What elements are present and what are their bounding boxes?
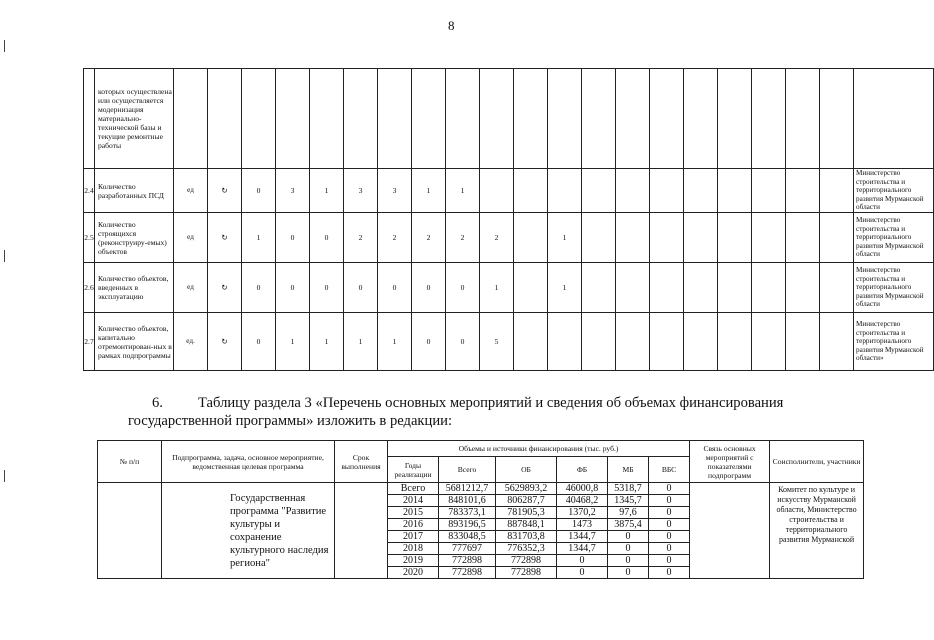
row-vbs: 0	[649, 555, 690, 567]
value-cell	[786, 169, 820, 213]
row-executor	[854, 69, 934, 169]
value-cell: 1	[378, 313, 412, 371]
value-cell: 1	[242, 213, 276, 263]
row-fb: 1473	[557, 519, 608, 531]
page-number: 8	[448, 18, 455, 33]
value-cell: 3	[378, 169, 412, 213]
row-num	[98, 483, 162, 579]
row-ob: 5629893,2	[496, 483, 557, 495]
value-cell: 2	[344, 213, 378, 263]
row-fb: 0	[557, 555, 608, 567]
value-cell	[650, 69, 684, 169]
table-row	[98, 483, 864, 495]
header-ob: ОБ	[496, 457, 557, 483]
row-vbs: 0	[649, 567, 690, 579]
value-cell: 0	[344, 263, 378, 313]
row-total: 783373,1	[439, 507, 496, 519]
row-vbs: 0	[649, 531, 690, 543]
amendment-paragraph	[128, 394, 828, 430]
margin-mark	[4, 250, 5, 262]
margin-mark	[4, 40, 5, 52]
table-row	[84, 169, 934, 213]
value-cell	[616, 263, 650, 313]
value-cell	[514, 69, 548, 169]
value-cell	[378, 69, 412, 169]
row-vbs: 0	[649, 543, 690, 555]
row-ob: 781905,3	[496, 507, 557, 519]
row-vbs: 0	[649, 519, 690, 531]
value-cell	[208, 69, 242, 169]
value-cell	[514, 169, 548, 213]
row-year: 2018	[388, 543, 439, 555]
value-cell	[446, 69, 480, 169]
value-cell	[412, 69, 446, 169]
value-cell	[650, 263, 684, 313]
value-cell: 0	[276, 213, 310, 263]
value-cell: 1	[412, 169, 446, 213]
value-cell: 3	[276, 169, 310, 213]
value-cell	[718, 169, 752, 213]
table-row	[84, 313, 934, 371]
value-cell: 0	[242, 313, 276, 371]
row-vbs: 0	[649, 495, 690, 507]
value-cell: 1	[310, 169, 344, 213]
row-vbs: 0	[649, 483, 690, 495]
row-total: 772898	[439, 555, 496, 567]
value-cell	[582, 313, 616, 371]
row-ob: 887848,1	[496, 519, 557, 531]
program-name: Государственная программа "Развитие культуры и сохранение культурного наследия региона"	[162, 483, 335, 579]
value-cell	[684, 213, 718, 263]
value-cell	[344, 69, 378, 169]
row-year: 2020	[388, 567, 439, 579]
row-fb: 0	[557, 567, 608, 579]
value-cell: 1	[446, 169, 480, 213]
value-cell	[820, 263, 854, 313]
row-link	[690, 483, 770, 579]
row-name: которых осуществлена или осуществляется модернизация материально-технической базы и текущие ремонтные работы	[95, 69, 174, 169]
value-cell	[684, 69, 718, 169]
value-cell	[514, 213, 548, 263]
row-total: 893196,5	[439, 519, 496, 531]
header-years: Годы реализации	[388, 457, 439, 483]
value-cell: 0	[446, 313, 480, 371]
value-cell	[820, 313, 854, 371]
row-total: 5681212,7	[439, 483, 496, 495]
margin-mark	[4, 470, 5, 482]
row-year: 2019	[388, 555, 439, 567]
row-ob: 776352,3	[496, 543, 557, 555]
row-fb: 1370,2	[557, 507, 608, 519]
value-cell	[582, 263, 616, 313]
header-fb: ФБ	[557, 457, 608, 483]
value-cell	[684, 263, 718, 313]
row-name: Количество строящихся (реконструиру-емых) объектов	[95, 213, 174, 263]
row-mb: 97,6	[608, 507, 649, 519]
header-coexec: Соисполнители, участники	[770, 441, 864, 483]
row-fb: 1344,7	[557, 531, 608, 543]
value-cell	[752, 263, 786, 313]
row-total: 833048,5	[439, 531, 496, 543]
row-unit: ед.	[174, 313, 208, 371]
row-unit: ед	[174, 169, 208, 213]
value-cell	[786, 69, 820, 169]
value-cell	[582, 169, 616, 213]
value-cell	[548, 313, 582, 371]
value-cell	[616, 213, 650, 263]
value-cell: 1	[344, 313, 378, 371]
row-sign: ↻	[208, 263, 242, 313]
row-mb: 3875,4	[608, 519, 649, 531]
value-cell: 1	[480, 263, 514, 313]
row-fb: 40468,2	[557, 495, 608, 507]
value-cell	[650, 169, 684, 213]
value-cell: 1	[548, 263, 582, 313]
value-cell	[718, 69, 752, 169]
row-ob: 806287,7	[496, 495, 557, 507]
value-cell: 2	[446, 213, 480, 263]
value-cell	[684, 169, 718, 213]
header-mb: МБ	[608, 457, 649, 483]
value-cell: 0	[378, 263, 412, 313]
row-mb: 0	[608, 555, 649, 567]
value-cell	[650, 213, 684, 263]
value-cell	[684, 313, 718, 371]
row-executor: Министерство строительства и территориального развития Мурманской области	[854, 213, 934, 263]
row-year: 2015	[388, 507, 439, 519]
row-name: Количество объектов, введенных в эксплуатацию	[95, 263, 174, 313]
row-sign: ↻	[208, 313, 242, 371]
value-cell: 1	[276, 313, 310, 371]
value-cell: 0	[446, 263, 480, 313]
value-cell: 3	[344, 169, 378, 213]
value-cell	[752, 213, 786, 263]
row-unit: ед	[174, 263, 208, 313]
value-cell: 0	[412, 263, 446, 313]
table-row	[84, 213, 934, 263]
value-cell	[242, 69, 276, 169]
row-year: 2014	[388, 495, 439, 507]
value-cell	[616, 169, 650, 213]
table-row	[84, 69, 934, 169]
header-num: № п/п	[98, 441, 162, 483]
value-cell	[752, 69, 786, 169]
row-fb: 46000,8	[557, 483, 608, 495]
row-ob: 831703,8	[496, 531, 557, 543]
row-total: 777697	[439, 543, 496, 555]
value-cell: 0	[242, 263, 276, 313]
row-num: 2.7	[84, 313, 95, 371]
value-cell	[752, 313, 786, 371]
value-cell	[820, 213, 854, 263]
row-year: Всего	[388, 483, 439, 495]
indicators-table	[83, 68, 934, 371]
value-cell	[276, 69, 310, 169]
value-cell	[514, 263, 548, 313]
value-cell	[820, 169, 854, 213]
value-cell	[718, 313, 752, 371]
value-cell	[310, 69, 344, 169]
row-num: 2.4	[84, 169, 95, 213]
row-total: 772898	[439, 567, 496, 579]
paragraph-text: Таблицу раздела 3 «Перечень основных мероприятий и сведения об объемах финансирования государственной программы» изложить в редакции:	[128, 395, 784, 429]
value-cell	[174, 69, 208, 169]
row-mb: 0	[608, 543, 649, 555]
row-year: 2016	[388, 519, 439, 531]
value-cell	[650, 313, 684, 371]
value-cell	[752, 169, 786, 213]
header-total: Всего	[439, 457, 496, 483]
value-cell: 0	[242, 169, 276, 213]
value-cell: 0	[276, 263, 310, 313]
paragraph-number: 6.	[152, 395, 163, 411]
row-executor: Министерство строительства и территориального развития Мурманской области»	[854, 313, 934, 371]
row-vbs: 0	[649, 507, 690, 519]
row-year: 2017	[388, 531, 439, 543]
value-cell	[786, 263, 820, 313]
row-ob: 772898	[496, 567, 557, 579]
row-mb: 0	[608, 531, 649, 543]
row-num: 2.5	[84, 213, 95, 263]
value-cell	[548, 169, 582, 213]
row-coexecutors: Комитет по культуре и искусству Мурманской области, Министерство строительства и территориального развития Мурманской	[770, 483, 864, 579]
value-cell	[718, 213, 752, 263]
row-unit: ед	[174, 213, 208, 263]
header-subprogram: Подпрограмма, задача, основное мероприятие, ведомственная целевая программа	[162, 441, 335, 483]
value-cell	[582, 69, 616, 169]
value-cell	[480, 69, 514, 169]
value-cell	[718, 263, 752, 313]
row-num	[84, 69, 95, 169]
funding-table	[97, 440, 864, 579]
row-term	[335, 483, 388, 579]
value-cell: 2	[412, 213, 446, 263]
value-cell: 2	[480, 213, 514, 263]
header-vbs: ВБС	[649, 457, 690, 483]
header-link: Связь основных мероприятий с показателями подпрограмм	[690, 441, 770, 483]
row-executor: Министерство строительства и территориального развития Мурманской области	[854, 169, 934, 213]
table-row	[84, 263, 934, 313]
value-cell	[480, 169, 514, 213]
value-cell	[786, 313, 820, 371]
value-cell: 1	[548, 213, 582, 263]
value-cell: 5	[480, 313, 514, 371]
row-mb: 1345,7	[608, 495, 649, 507]
value-cell: 0	[310, 213, 344, 263]
value-cell	[514, 313, 548, 371]
row-name: Количество разработанных ПСД	[95, 169, 174, 213]
row-sign: ↻	[208, 169, 242, 213]
value-cell	[616, 69, 650, 169]
row-fb: 1344,7	[557, 543, 608, 555]
value-cell: 2	[378, 213, 412, 263]
row-sign: ↻	[208, 213, 242, 263]
value-cell	[820, 69, 854, 169]
value-cell	[548, 69, 582, 169]
value-cell	[582, 213, 616, 263]
header-term: Срок выполнения	[335, 441, 388, 483]
row-executor: Министерство строительства и территориального развития Мурманской области	[854, 263, 934, 313]
row-mb: 0	[608, 567, 649, 579]
row-ob: 772898	[496, 555, 557, 567]
value-cell: 0	[310, 263, 344, 313]
value-cell: 1	[310, 313, 344, 371]
header-funding: Объемы и источники финансирования (тыс. руб.)	[388, 441, 690, 457]
value-cell	[616, 313, 650, 371]
row-total: 848101,6	[439, 495, 496, 507]
row-num: 2.6	[84, 263, 95, 313]
row-mb: 5318,7	[608, 483, 649, 495]
row-name: Количество объектов, капитально отремонтирован-ных в рамках подпрограммы	[95, 313, 174, 371]
value-cell	[786, 213, 820, 263]
value-cell: 0	[412, 313, 446, 371]
